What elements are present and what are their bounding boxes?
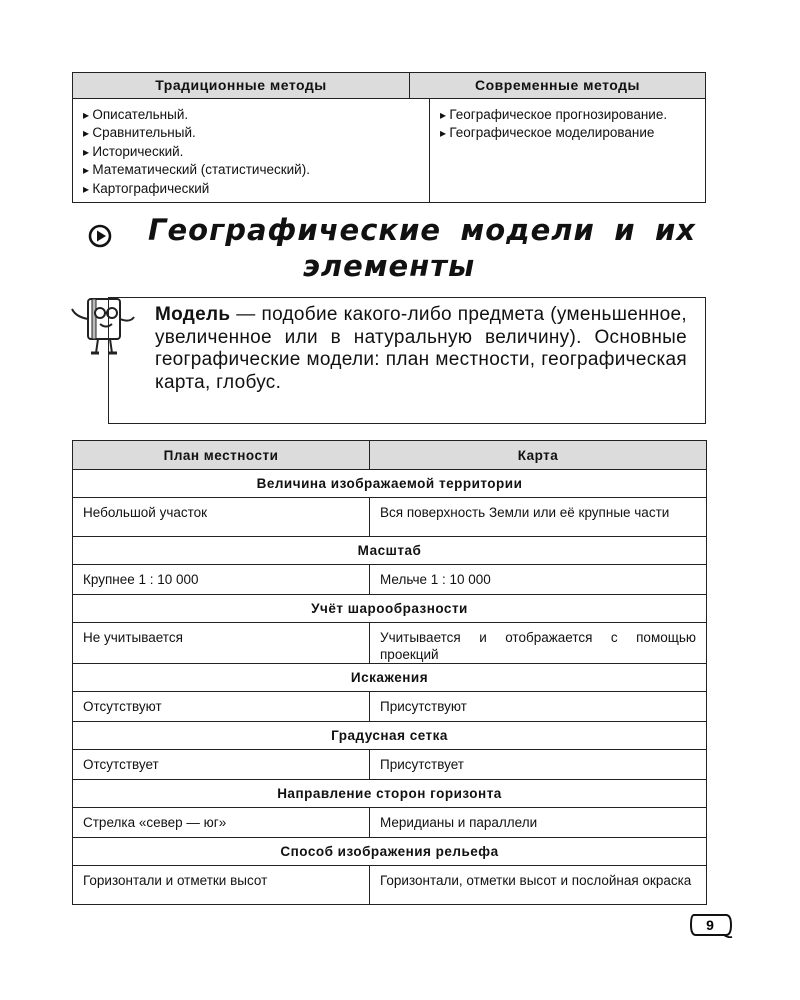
- methods-table-header: [73, 73, 705, 99]
- methods-table: [72, 72, 706, 203]
- map-cell: Меридианы и параллели: [370, 808, 707, 838]
- plan-cell: Крупнее 1 : 10 000: [73, 565, 370, 595]
- list-item: ▸ Сравнительный.: [83, 124, 419, 143]
- list-item: ▸ Описательный.: [83, 106, 419, 125]
- plan-cell: Отсутствует: [73, 750, 370, 780]
- plan-cell: Не учитывается: [73, 623, 370, 664]
- comparison-table: [72, 440, 707, 905]
- table-row: [73, 498, 707, 537]
- plan-cell: Отсутствуют: [73, 692, 370, 722]
- list-item: ▸ Географическое моделирование: [440, 124, 695, 143]
- section-row: [73, 537, 707, 565]
- section-title: Градусная сетка: [73, 722, 707, 750]
- section-row: [73, 838, 707, 866]
- table-row: [73, 623, 707, 664]
- map-cell: Мельче 1 : 10 000: [370, 565, 707, 595]
- definition-text: [155, 304, 687, 394]
- section-title: Способ изображения рельефа: [73, 838, 707, 866]
- table-row: [73, 750, 707, 780]
- list-item: ▸ Географическое прогнозирование.: [440, 106, 695, 125]
- traditional-list: [73, 99, 430, 203]
- play-circle-icon: [88, 224, 112, 248]
- map-cell: Вся поверхность Земли или её крупные части: [370, 498, 707, 537]
- table-row: [73, 808, 707, 838]
- list-item: ▸ Исторический.: [83, 143, 419, 162]
- section-row: [73, 780, 707, 808]
- section-row: [73, 722, 707, 750]
- map-cell: Присутствуют: [370, 692, 707, 722]
- section-title: Направление сторон горизонта: [73, 780, 707, 808]
- title-word: и: [614, 213, 636, 247]
- list-item: ▸ Картографический: [83, 180, 419, 199]
- table-row: [73, 866, 707, 905]
- header-map: Карта: [370, 441, 707, 470]
- section-title: Масштаб: [73, 537, 707, 565]
- table-row: [73, 565, 707, 595]
- section-row: [73, 595, 707, 623]
- list-item: ▸ Математический (статистический).: [83, 161, 419, 180]
- table-row: [73, 692, 707, 722]
- section-heading: [72, 212, 706, 284]
- section-title: Величина изображаемой территории: [73, 470, 707, 498]
- header-modern: Современные методы: [475, 77, 640, 94]
- section-title: Учёт шарообразности: [73, 595, 707, 623]
- section-row: [73, 470, 707, 498]
- section-title-line2: элементы: [302, 249, 476, 283]
- title-word: их: [654, 213, 696, 247]
- map-cell: Учитывается и отображается с помощью проекций: [370, 623, 707, 664]
- methods-table-body: [73, 99, 705, 203]
- definition-box: [108, 297, 706, 424]
- definition-term: Модель: [155, 304, 231, 325]
- map-cell: Горизонтали, отметки высот и послойная окраска: [370, 866, 707, 905]
- section-row: [73, 664, 707, 692]
- section-title-line1: [72, 212, 706, 248]
- table-header-row: [73, 441, 707, 470]
- definition-body: — подобие какого-либо предмета (уменьшенное, увеличенное или в натуральную величину). Основные географические модели: план местности, географическая карта, глобус.: [155, 304, 687, 393]
- plan-cell: Горизонтали и отметки высот: [73, 866, 370, 905]
- page-number-badge: [688, 912, 734, 938]
- header-plan: План местности: [73, 441, 370, 470]
- plan-cell: Стрелка «север — юг»: [73, 808, 370, 838]
- title-word: Географические: [148, 213, 442, 247]
- modern-list: [430, 99, 705, 203]
- title-word: модели: [460, 213, 595, 247]
- section-title: Искажения: [73, 664, 707, 692]
- page-number: 9: [706, 917, 714, 933]
- map-cell: Присутствует: [370, 750, 707, 780]
- header-traditional: Традиционные методы: [73, 73, 410, 98]
- plan-cell: Небольшой участок: [73, 498, 370, 537]
